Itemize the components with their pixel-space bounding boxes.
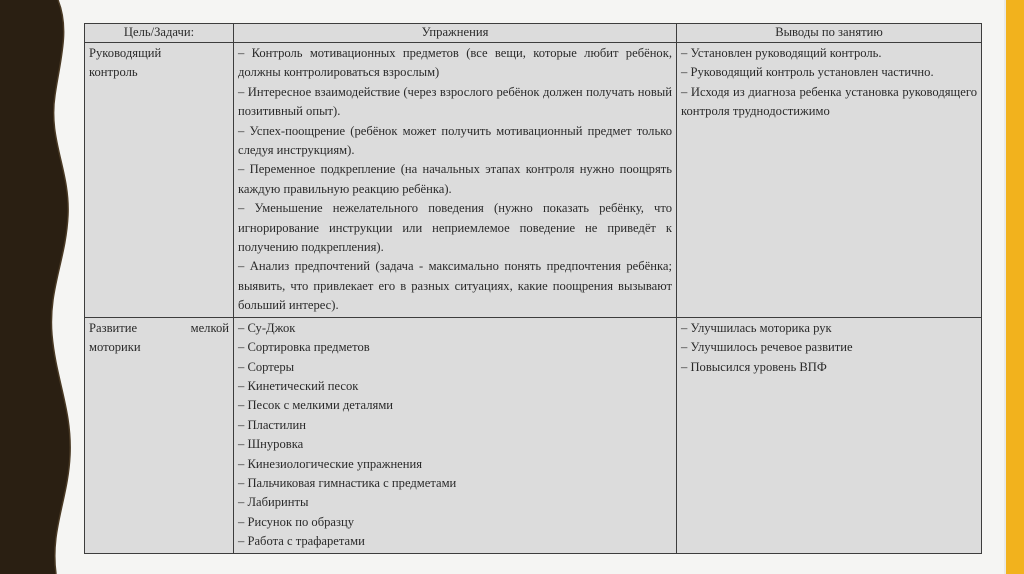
list-item: – Пластилин [238, 417, 307, 432]
list-item: – Шнуровка [238, 437, 304, 452]
lesson-table [84, 23, 982, 554]
list-item: – Кинетический песок [238, 378, 359, 393]
list-item: – Улучшилось речевое развитие [681, 340, 853, 355]
table-row [85, 317, 982, 553]
exercises-cell [234, 43, 677, 318]
goal-cell [85, 317, 234, 553]
list-item: – Уменьшение нежелательного поведения (нужно показать ребёнку, что игнорирование инструкции или неприемлемое поведение не приведёт к получению подкрепления). [238, 201, 672, 255]
list-item: – Переменное подкрепление (на начальных этапах контроля нужно поощрять каждую правильную реакцию ребёнка). [238, 162, 672, 196]
list-item: – Анализ предпочтений (задача - максимально понять предпочтения ребёнка; выявить, что привлекает его в разных ситуациях, какие поощрения вызывают больший интерес). [238, 259, 672, 313]
list-item: – Интересное взаимодействие (через взрослого ребёнок должен получать новый позитивный опыт). [238, 84, 672, 119]
list-item: – Установлен руководящий контроль. [681, 46, 882, 60]
list-item: – Рисунок по образцу [238, 514, 355, 529]
list-item: – Сортеры [238, 359, 295, 374]
list-item: – Песок с мелкими деталями [238, 398, 394, 413]
header-exercises: Упражнения [234, 24, 677, 43]
conclusions-cell [677, 43, 982, 318]
header-conclusions: Выводы по занятию [677, 24, 982, 43]
list-item: – Кинезиологические упражнения [238, 456, 423, 471]
list-item: – Лабиринты [238, 495, 309, 510]
header-goal: Цель/Задачи: [85, 24, 234, 43]
list-item: – Работа с трафаретами [238, 534, 365, 549]
exercises-cell [234, 317, 677, 553]
decorative-wavy-border [0, 0, 80, 574]
list-item: – Су-Джок [238, 320, 296, 335]
list-item: – Сортировка предметов [238, 340, 370, 355]
list-item: – Пальчиковая гимнастика с предметами [238, 475, 457, 490]
list-item: – Повысился уровень ВПФ [681, 359, 827, 374]
list-item: – Улучшилась моторика рук [681, 320, 832, 335]
list-item: – Исходя из диагноза ребенка установка руководящего контроля труднодостижимо [681, 84, 977, 119]
list-item: – Руководящий контроль установлен частично. [681, 65, 934, 80]
list-item: – Успех-поощрение (ребёнок может получить мотивационный предмет только следуя инструкциям). [238, 123, 672, 158]
table-row [85, 43, 982, 318]
goal-cell [85, 43, 234, 318]
conclusions-cell [677, 317, 982, 553]
list-item: – Контроль мотивационных предметов (все вещи, которые любит ребёнок, должны контролироваться взрослым) [238, 46, 672, 80]
goal-text: Руководящий контроль [89, 46, 162, 80]
table-header-row [85, 24, 982, 43]
goal-text: Развитие мелкой моторики [89, 320, 229, 355]
accent-side-bar [1006, 0, 1024, 574]
